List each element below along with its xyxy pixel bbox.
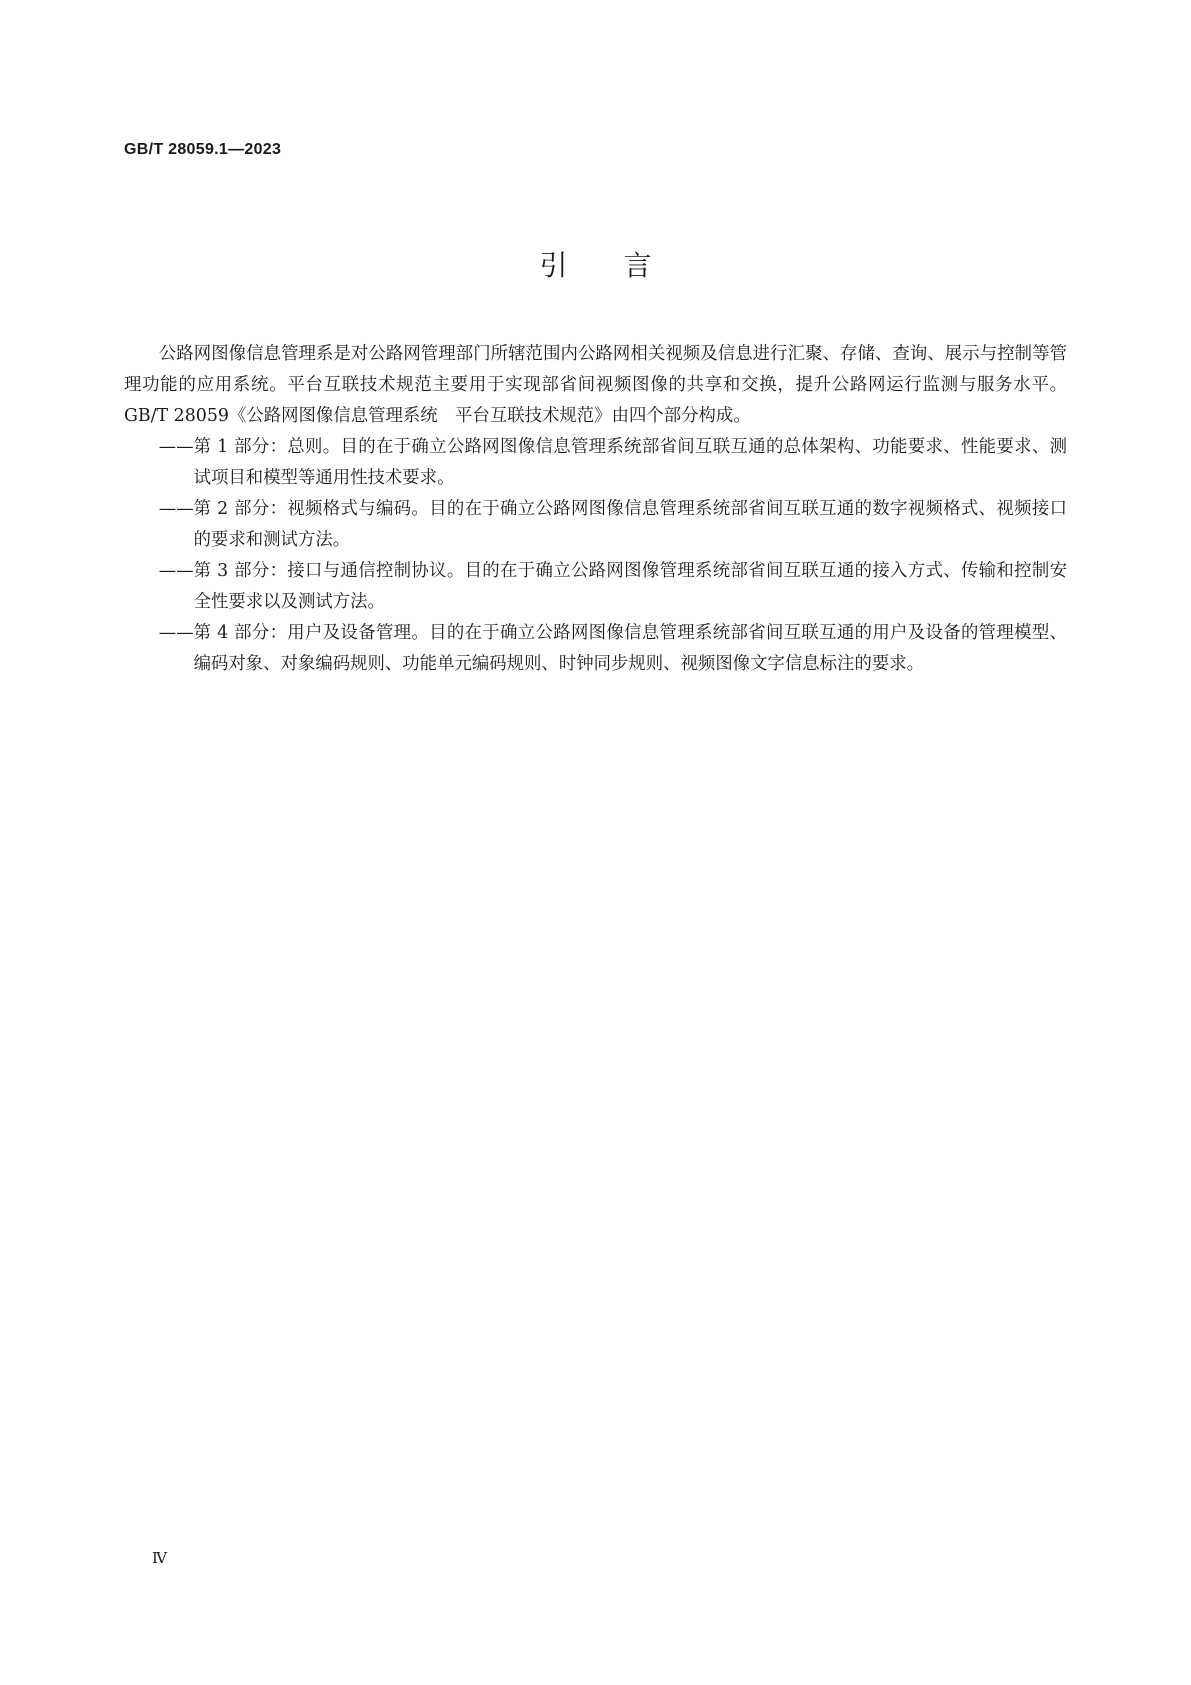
intro-paragraph: 公路网图像信息管理系是对公路网管理部门所辖范围内公路网相关视频及信息进行汇聚、存储、查询、展示与控制等管理功能的应用系统。平台互联技术规范主要用于实现部省间视频图像的共享和交换，提升公路网运行监测与服务水平。GB/T 28059《公路网图像信息管理系统 平台互联技术规范》由四个部分构成。	[124, 344, 1067, 426]
list-item-text: 第 1 部分：总则。目的在于确立公路网图像信息管理系统部省间互联互通的总体架构、功能要求、性能要求、测试项目和模型等通用性技术要求。	[193, 437, 1067, 488]
document-standard-number: GB/T 28059.1—2023	[124, 141, 282, 158]
document-body	[124, 339, 1067, 680]
list-dash: ——	[158, 561, 194, 581]
list-item-part-4	[124, 618, 1067, 680]
list-item-part-2	[124, 494, 1067, 556]
list-item-text: 第 4 部分：用户及设备管理。目的在于确立公路网图像信息管理系统部省间互联互通的用户及设备的管理模型、编码对象、对象编码规则、功能单元编码规则、时钟同步规则、视频图像文字信息标注的要求。	[193, 623, 1067, 674]
list-item-text: 第 3 部分：接口与通信控制协议。目的在于确立公路网图像管理系统部省间互联互通的接入方式、传输和控制安全性要求以及测试方法。	[193, 561, 1067, 612]
list-dash: ——	[158, 623, 194, 643]
list-item-part-3	[124, 556, 1067, 618]
parts-list	[124, 432, 1067, 680]
list-item-part-1	[124, 432, 1067, 494]
list-item-text: 第 2 部分：视频格式与编码。目的在于确立公路网图像信息管理系统部省间互联互通的数字视频格式、视频接口的要求和测试方法。	[193, 499, 1067, 550]
section-title: 引言	[539, 249, 708, 282]
page-number: Ⅳ	[152, 1549, 167, 1567]
list-dash: ——	[158, 499, 194, 519]
list-dash: ——	[158, 437, 194, 457]
